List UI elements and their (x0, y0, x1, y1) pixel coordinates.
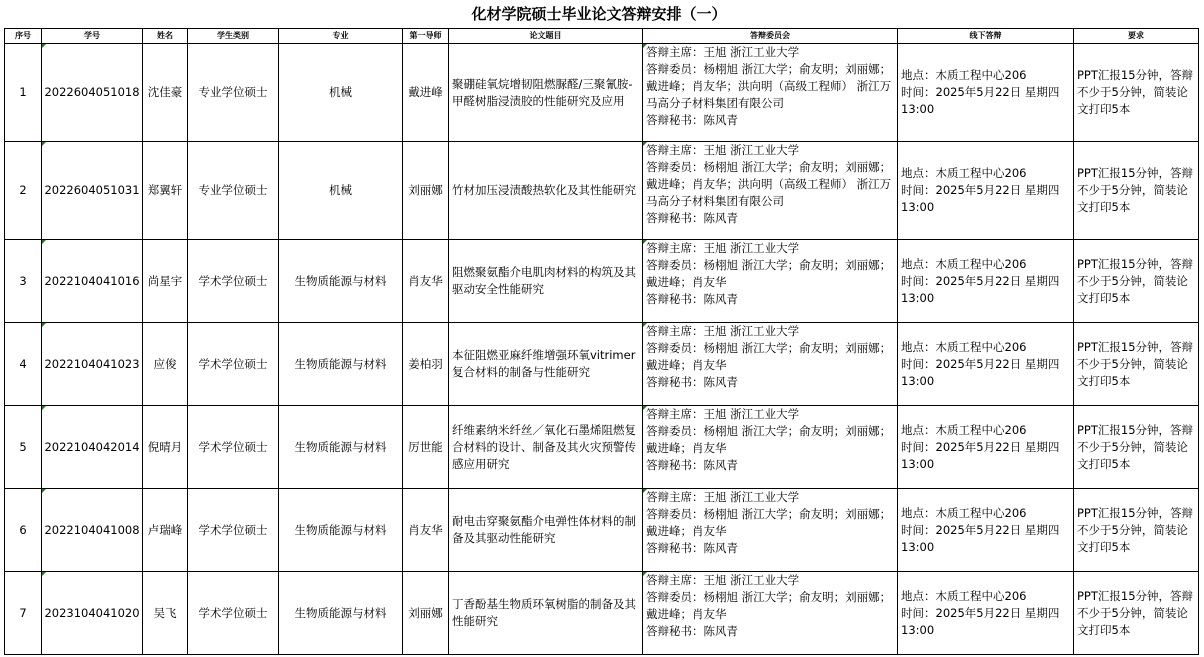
committee-chair: 答辩主席：王旭 浙江工业大学 (646, 490, 800, 504)
header-category[interactable]: 学生类别 (188, 29, 279, 44)
cell-committee[interactable] (643, 489, 898, 572)
cell-committee[interactable] (643, 406, 898, 489)
table-row (5, 406, 1199, 489)
cell-committee[interactable] (643, 572, 898, 655)
cell-requirement[interactable]: PPT汇报15分钟，答辩不少于5分钟，简装论文打印5本 (1074, 44, 1199, 142)
committee-members: 答辩委员：杨栩旭 浙江大学；俞友明；刘丽娜；戴进峰；肖友华 (646, 507, 892, 538)
cell-marker (643, 44, 647, 48)
cell-major[interactable]: 生物质能源与材料 (279, 240, 403, 323)
offline-time: 时间：2025年5月22日 星期四 13:00 (901, 183, 1060, 214)
offline-time: 时间：2025年5月22日 星期四 13:00 (901, 522, 1060, 554)
header-committee[interactable]: 答辩委员会 (643, 29, 898, 44)
cell-name[interactable]: 吴飞 (143, 572, 188, 655)
cell-marker (643, 572, 647, 576)
committee-secretary: 答辩秘书：陈风青 (646, 624, 738, 638)
cell-thesis[interactable]: 纤维素纳米纤丝／氧化石墨烯阻燃复合材料的设计、制备及其火灾预警传感应用研究 (449, 406, 643, 489)
cell-name[interactable]: 卢瑞峰 (143, 489, 188, 572)
committee-secretary: 答辩秘书：陈风青 (646, 458, 738, 472)
cell-no[interactable]: 7 (5, 572, 42, 655)
cell-no[interactable]: 2 (5, 142, 42, 240)
cell-marker (42, 323, 46, 327)
committee-secretary: 答辩秘书：陈风青 (646, 211, 738, 225)
cell-thesis[interactable]: 本征阻燃亚麻纤维增强环氧vitrimer复合材料的制备与性能研究 (449, 323, 643, 406)
cell-no[interactable]: 4 (5, 323, 42, 406)
cell-marker (643, 323, 647, 327)
committee-members: 答辩委员：杨栩旭 浙江大学；俞友明；刘丽娜；戴进峰；肖友华 (646, 590, 892, 621)
cell-category[interactable]: 专业学位硕士 (188, 44, 279, 142)
cell-major[interactable]: 生物质能源与材料 (279, 572, 403, 655)
cell-thesis[interactable]: 聚硼硅氧烷增韧阻燃脲醛/三聚氰胺-甲醛树脂浸渍胶的性能研究及应用 (449, 44, 643, 142)
cell-name[interactable]: 沈佳豪 (143, 44, 188, 142)
cell-student-id[interactable] (42, 489, 143, 572)
header-no[interactable]: 序号 (5, 29, 42, 44)
offline-time: 时间：2025年5月22日 星期四 13:00 (901, 85, 1060, 116)
header-name[interactable]: 姓名 (143, 29, 188, 44)
table-row (5, 572, 1199, 655)
offline-location: 地点：木质工程中心206 (901, 256, 1027, 271)
committee-chair: 答辩主席：王旭 浙江工业大学 (646, 241, 800, 255)
header-row (5, 29, 1199, 44)
header-major[interactable]: 专业 (279, 29, 403, 44)
student-id-text: 2022104041008 (44, 522, 140, 537)
cell-student-id[interactable] (42, 406, 143, 489)
cell-committee[interactable] (643, 142, 898, 240)
cell-advisor[interactable]: 厉世能 (403, 406, 449, 489)
cell-thesis[interactable]: 竹材加压浸渍酸热软化及其性能研究 (449, 142, 643, 240)
table-row (5, 489, 1199, 572)
table-row (5, 142, 1199, 240)
cell-student-id[interactable] (42, 240, 143, 323)
cell-category[interactable]: 专业学位硕士 (188, 142, 279, 240)
cell-advisor[interactable]: 刘丽娜 (403, 142, 449, 240)
cell-requirement[interactable]: PPT汇报15分钟，答辩不少于5分钟，简装论文打印5本 (1074, 406, 1199, 489)
header-thesis[interactable]: 论文题目 (449, 29, 643, 44)
table-row (5, 44, 1199, 142)
cell-requirement[interactable]: PPT汇报15分钟，答辩不少于5分钟，简装论文打印5本 (1074, 142, 1199, 240)
cell-category[interactable]: 学术学位硕士 (188, 240, 279, 323)
committee-secretary: 答辩秘书：陈风青 (646, 113, 738, 127)
committee-secretary: 答辩秘书：陈风青 (646, 541, 738, 555)
cell-requirement[interactable]: PPT汇报15分钟，答辩不少于5分钟，简装论文打印5本 (1074, 240, 1199, 323)
cell-offline[interactable] (898, 240, 1074, 323)
header-student-id[interactable]: 学号 (42, 29, 143, 44)
student-id-text: 2023104041020 (44, 605, 140, 620)
cell-offline[interactable] (898, 142, 1074, 240)
cell-major[interactable]: 生物质能源与材料 (279, 489, 403, 572)
cell-requirement[interactable]: PPT汇报15分钟，答辩不少于5分钟，简装论文打印5本 (1074, 572, 1199, 655)
student-id-text: 2022104041016 (44, 273, 140, 288)
cell-name[interactable]: 郑翼轩 (143, 142, 188, 240)
cell-marker (42, 240, 46, 244)
cell-major[interactable]: 生物质能源与材料 (279, 406, 403, 489)
cell-marker (643, 240, 647, 244)
cell-student-id[interactable] (42, 44, 143, 142)
offline-location: 地点：木质工程中心206 (901, 68, 1027, 82)
cell-student-id[interactable] (42, 142, 143, 240)
committee-members: 答辩委员：杨栩旭 浙江大学；俞友明；刘丽娜；戴进峰；肖友华；洪向明（高级工程师） 浙江万马高分子材料集团有限公司 (646, 160, 892, 208)
cell-requirement[interactable]: PPT汇报15分钟，答辩不少于5分钟，简装论文打印5本 (1074, 489, 1199, 572)
cell-no[interactable]: 5 (5, 406, 42, 489)
cell-student-id[interactable] (42, 323, 143, 406)
committee-secretary: 答辩秘书：陈风青 (646, 375, 738, 389)
cell-marker (643, 142, 647, 146)
committee-chair: 答辩主席：王旭 浙江工业大学 (646, 45, 800, 59)
cell-marker (42, 489, 46, 493)
committee-members: 答辩委员：杨栩旭 浙江大学；俞友明；刘丽娜；戴进峰；肖友华；洪向明（高级工程师） 浙江万马高分子材料集团有限公司 (646, 62, 892, 110)
committee-members: 答辩委员：杨栩旭 浙江大学；俞友明；刘丽娜；戴进峰；肖友华 (646, 341, 892, 372)
cell-advisor[interactable]: 肖友华 (403, 240, 449, 323)
offline-time: 时间：2025年5月22日 星期四 13:00 (901, 605, 1060, 637)
cell-advisor[interactable]: 刘丽娜 (403, 572, 449, 655)
cell-no[interactable]: 1 (5, 44, 42, 142)
offline-location: 地点：木质工程中心206 (901, 166, 1027, 180)
header-offline[interactable]: 线下答辩 (898, 29, 1074, 44)
cell-marker (42, 44, 46, 48)
cell-offline[interactable] (898, 572, 1074, 655)
cell-marker (42, 572, 46, 576)
cell-no[interactable]: 3 (5, 240, 42, 323)
offline-location: 地点：木质工程中心206 (901, 422, 1027, 437)
student-id-text: 2022604051031 (44, 183, 140, 197)
cell-offline[interactable] (898, 323, 1074, 406)
defense-schedule-table (4, 28, 1199, 655)
cell-thesis[interactable]: 耐电击穿聚氨酯介电弹性体材料的制备及其驱动性能研究 (449, 489, 643, 572)
cell-offline[interactable] (898, 44, 1074, 142)
table-row (5, 323, 1199, 406)
cell-committee[interactable] (643, 240, 898, 323)
cell-committee[interactable] (643, 323, 898, 406)
cell-requirement[interactable]: PPT汇报15分钟，答辩不少于5分钟，简装论文打印5本 (1074, 323, 1199, 406)
header-requirement[interactable]: 要求 (1074, 29, 1199, 44)
cell-name[interactable]: 倪晴月 (143, 406, 188, 489)
cell-major[interactable]: 生物质能源与材料 (279, 323, 403, 406)
cell-marker (643, 489, 647, 493)
cell-marker (42, 142, 46, 146)
student-id-text: 2022604051018 (44, 85, 140, 99)
cell-advisor[interactable]: 肖友华 (403, 489, 449, 572)
committee-members: 答辩委员：杨栩旭 浙江大学；俞友明；刘丽娜；戴进峰；肖友华 (646, 424, 892, 455)
offline-location: 地点：木质工程中心206 (901, 588, 1027, 603)
cell-offline[interactable] (898, 489, 1074, 572)
committee-chair: 答辩主席：王旭 浙江工业大学 (646, 324, 800, 338)
cell-category[interactable]: 学术学位硕士 (188, 323, 279, 406)
offline-location: 地点：木质工程中心206 (901, 339, 1027, 354)
committee-chair: 答辩主席：王旭 浙江工业大学 (646, 573, 800, 587)
committee-members: 答辩委员：杨栩旭 浙江大学；俞友明；刘丽娜；戴进峰；肖友华 (646, 258, 892, 289)
offline-location: 地点：木质工程中心206 (901, 505, 1027, 520)
cell-offline[interactable] (898, 406, 1074, 489)
cell-advisor[interactable]: 姜柏羽 (403, 323, 449, 406)
committee-secretary: 答辩秘书：陈风青 (646, 292, 738, 306)
cell-advisor[interactable]: 戴进峰 (403, 44, 449, 142)
cell-thesis[interactable]: 丁香酚基生物质环氧树脂的制备及其性能研究 (449, 572, 643, 655)
offline-time: 时间：2025年5月22日 星期四 13:00 (901, 439, 1060, 471)
cell-major[interactable]: 机械 (279, 142, 403, 240)
header-advisor[interactable]: 第一导师 (403, 29, 449, 44)
committee-chair: 答辩主席：王旭 浙江工业大学 (646, 143, 800, 157)
table-row (5, 240, 1199, 323)
offline-time: 时间：2025年5月22日 星期四 13:00 (901, 356, 1060, 388)
cell-no[interactable]: 6 (5, 489, 42, 572)
offline-time: 时间：2025年5月22日 星期四 13:00 (901, 273, 1060, 305)
cell-committee[interactable] (643, 44, 898, 142)
cell-category[interactable]: 学术学位硕士 (188, 406, 279, 489)
cell-marker (643, 406, 647, 410)
cell-major[interactable]: 机械 (279, 44, 403, 142)
cell-name[interactable]: 尚星宇 (143, 240, 188, 323)
committee-chair: 答辩主席：王旭 浙江工业大学 (646, 407, 800, 421)
cell-marker (42, 406, 46, 410)
cell-student-id[interactable] (42, 572, 143, 655)
cell-category[interactable]: 学术学位硕士 (188, 489, 279, 572)
cell-name[interactable]: 应俊 (143, 323, 188, 406)
student-id-text: 2022104042014 (44, 439, 140, 454)
cell-thesis[interactable]: 阻燃聚氨酯介电肌肉材料的构筑及其驱动安全性能研究 (449, 240, 643, 323)
sheet-title: 化材学院硕士毕业论文答辩安排（一） (471, 5, 727, 23)
cell-category[interactable]: 学术学位硕士 (188, 572, 279, 655)
student-id-text: 2022104041023 (44, 356, 140, 371)
